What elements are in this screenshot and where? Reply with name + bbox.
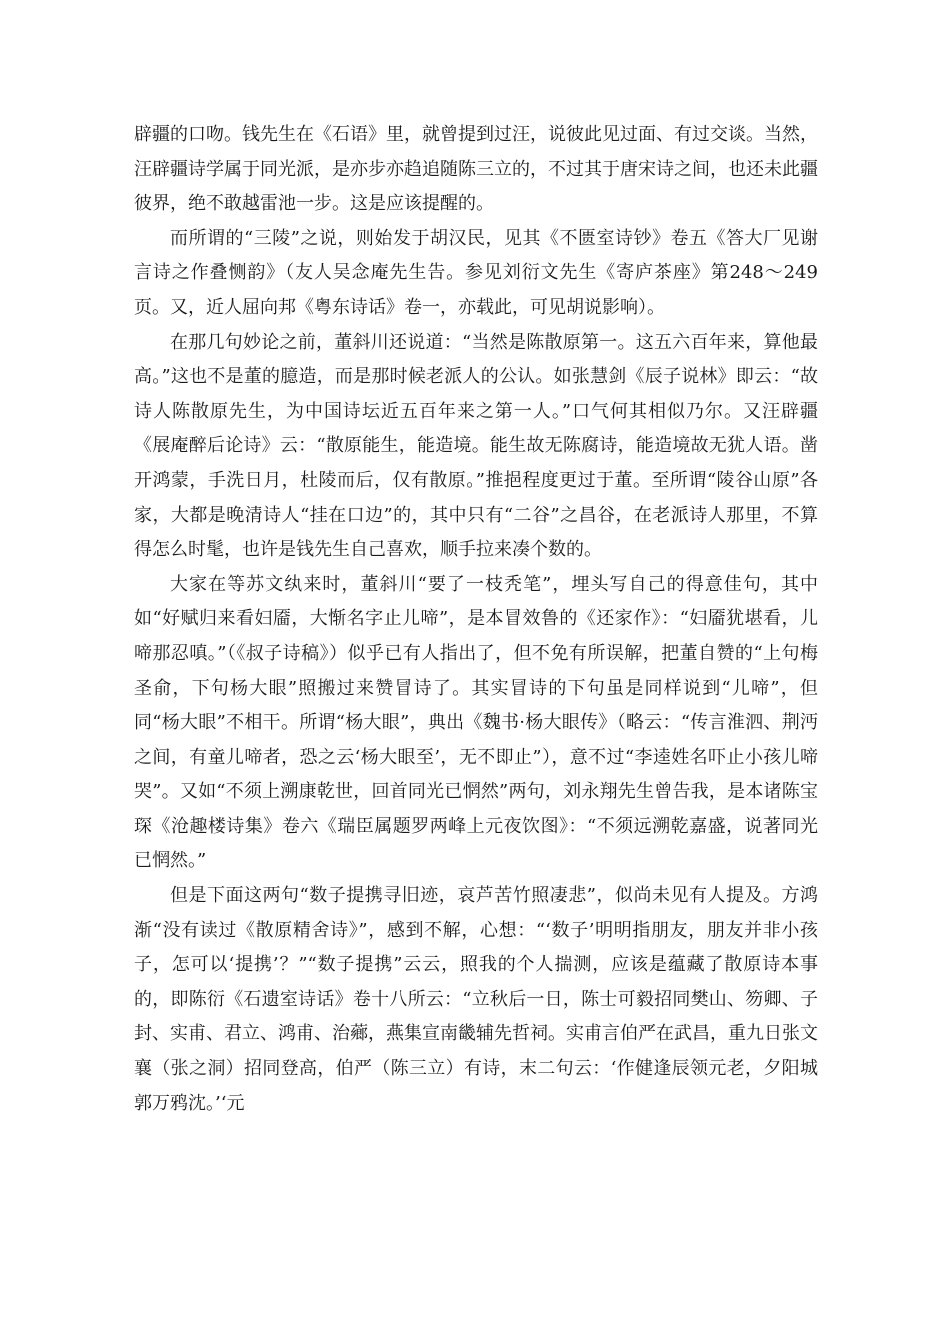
paragraph-1: 辟疆的口吻。钱先生在《石语》里，就曾提到过汪，说彼此见过面、有过交谈。当然，汪辟疆诗学属于同光派，是亦步亦趋追随陈三立的，不过其于唐宋诗之间，也还未此疆彼界，绝不敢越雷池一步。这是应该提醒的。 [134, 124, 818, 215]
body-text [134, 118, 818, 1121]
paragraph-5: 但是下面这两句“数子提携寻旧迹，哀芦苦竹照凄悲”，似尚未见有人提及。方鸿渐“没有读过《散原精舍诗》”，感到不解，心想：“‘数子’明明指朋友，朋友并非小孩子，怎可以‘提携’？”“数子提携”云云，照我的个人揣测，应该是蕴藏了散原诗本事的，即陈衍《石遗室诗话》卷十八所云：“立秋后一日，陈士可毅招同樊山、笏卿、子封、实甫、君立、鸿甫、治薌，燕集宣南畿辅先哲祠。实甫言伯严在武昌，重九日张文襄（张之洞）招同登高，伯严（陈三立）有诗，末二句云：‘作健逢辰领元老，夕阳城郭万鸦沈。’‘元 [134, 885, 818, 1114]
paragraph-2: 而所谓的“三陵”之说，则始发于胡汉民，见其《不匮室诗钞》卷五《答大厂见谢言诗之作叠恻韵》（友人吴念庵先生告。参见刘衍文先生《寄庐茶座》第248～249页。又，近人屈向邦《粤东诗话》卷一，亦载此，可见胡说影响）。 [134, 227, 818, 318]
paragraph-3: 在那几句妙论之前，董斜川还说道：“当然是陈散原第一。这五六百年来，算他最高。”这也不是董的臆造，而是那时候老派人的公认。如张慧剑《辰子说林》即云：“故诗人陈散原先生，为中国诗坛近五百年来之第一人。”口气何其相似乃尔。又汪辟疆《展庵醉后论诗》云：“散原能生，能造境。能生故无陈腐诗，能造境故无犹人语。凿开鸿蒙，手洗日月，杜陵而后，仅有散原。”推挹程度更过于董。至所谓“陵谷山原”各家，大都是晚清诗人“挂在口边”的，其中只有“二谷”之昌谷，在老派诗人那里，不算得怎么时髦，也许是钱先生自己喜欢，顺手拉来凑个数的。 [134, 331, 818, 561]
paragraph-4: 大家在等苏文纨来时，董斜川“要了一枝秃笔”，埋头写自己的得意佳句，其中如“好赋归来看妇靥，大惭名字止儿啼”，是本冒效鲁的《还家作》：“妇靥犹堪看，儿啼那忍嗔。”（《叔子诗稿》）似乎已有人指出了，但不免有所误解，把董自赞的“上句梅圣俞，下句杨大眼”照搬过来赞冒诗了。其实冒诗的下句虽是同样说到“儿啼”，但同“杨大眼”不相干。所谓“杨大眼”，典出《魏书·杨大眼传》（略云：“传言淮泗、荆沔之间，有童儿啼者，恐之云‘杨大眼至’，无不即止”），意不过“李逵姓名吓止小孩儿啼哭”。又如“不须上溯康乾世，回首同光已惘然”两句，刘永翔先生曾告我，是本诸陈宝琛《沧趣楼诗集》卷六《瑞臣属题罗两峰上元夜饮图》：“不须远溯乾嘉盛，说著同光已惘然。” [134, 573, 818, 872]
